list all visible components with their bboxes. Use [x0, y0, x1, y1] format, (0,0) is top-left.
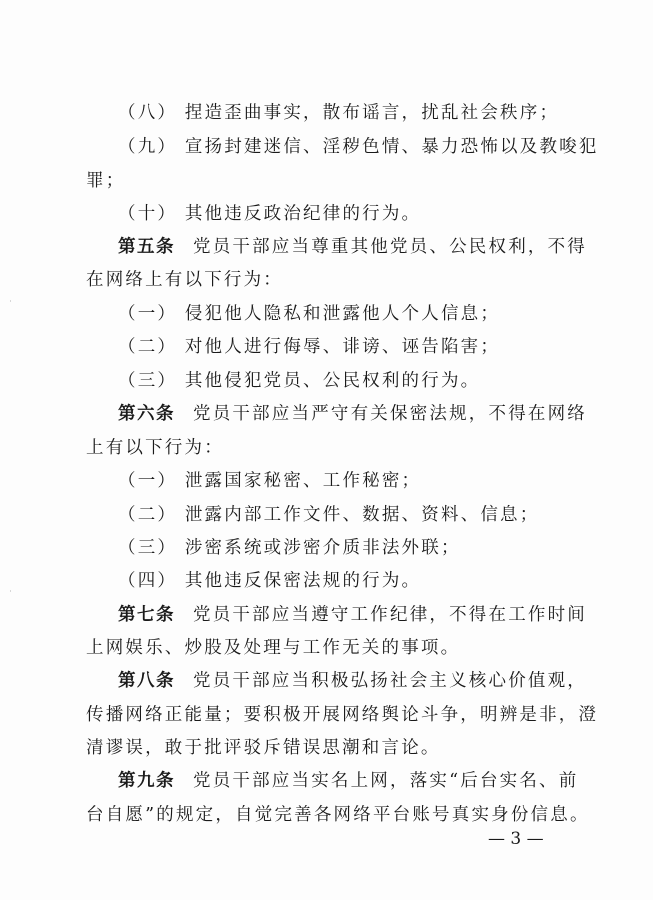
line-text: （八） 捏造歪曲事实，散布谣言，扰乱社会秩序； — [118, 103, 560, 123]
line-text: 在网络上有以下行为： — [86, 270, 283, 290]
line-text: 传播网络正能量；要积极开展网络舆论斗争，明辨是非，澄 — [86, 705, 599, 725]
text-line — [118, 303, 500, 325]
line-text: （三） 其他侵犯党员、公民权利的行为。 — [118, 371, 481, 391]
line-text: （九） 宣扬封建迷信、淫秽色情、暴力恐怖以及教唆犯 — [118, 137, 599, 157]
line-text: 罪； — [86, 171, 126, 191]
article-heading: 第八条 — [118, 671, 175, 691]
text-line — [118, 570, 421, 592]
line-text: 党员干部应当尊重其他党员、公民权利，不得 — [193, 237, 587, 257]
line-text: （二） 对他人进行侮辱、诽谤、诬告陷害； — [118, 337, 501, 357]
line-text: 党员干部应当严守有关保密法规，不得在网络 — [193, 404, 587, 424]
article-heading: 第五条 — [118, 237, 175, 257]
text-line — [118, 336, 500, 358]
article-heading: 第七条 — [118, 605, 175, 625]
text-line — [118, 770, 578, 792]
text-line — [118, 370, 480, 392]
line-text: 党员干部应当积极弘扬社会主义核心价值观， — [193, 671, 587, 691]
text-line — [86, 704, 598, 726]
line-text: 上网娱乐、炒股及处理与工作无关的事项。 — [86, 638, 461, 658]
line-text: （一） 侵犯他人隐私和泄露他人个人信息； — [118, 304, 501, 324]
text-line — [86, 170, 125, 192]
text-line — [86, 804, 590, 826]
line-text: 党员干部应当实名上网，落实“后台实名、前 — [193, 771, 579, 791]
text-line — [118, 470, 421, 492]
text-line — [86, 737, 441, 759]
text-line — [118, 537, 461, 559]
text-line — [118, 203, 421, 225]
scan-mark — [10, 300, 11, 302]
text-line — [86, 269, 283, 291]
line-text: （三） 涉密系统或涉密介质非法外联； — [118, 538, 461, 558]
text-line — [118, 236, 587, 258]
text-line — [86, 637, 460, 659]
text-line — [118, 403, 587, 425]
text-line — [118, 102, 559, 124]
text-line — [118, 504, 539, 526]
article-heading: 第九条 — [118, 771, 175, 791]
line-text: 清谬误，敢于批评驳斥错误思潮和言论。 — [86, 738, 441, 758]
line-text: （四） 其他违反保密法规的行为。 — [118, 571, 422, 591]
text-line — [118, 670, 587, 692]
scan-mark — [10, 590, 11, 592]
text-line — [118, 604, 587, 626]
line-text: （一） 泄露国家秘密、工作秘密； — [118, 471, 422, 491]
text-line — [118, 136, 599, 158]
line-text: 台自愿”的规定，自觉完善各网络平台账号真实身份信息。 — [86, 805, 590, 825]
text-line — [86, 437, 224, 459]
line-text: （二） 泄露内部工作文件、数据、资料、信息； — [118, 505, 540, 525]
line-text: （十） 其他违反政治纪律的行为。 — [118, 204, 422, 224]
line-text: 党员干部应当遵守工作纪律，不得在工作时间 — [193, 605, 587, 625]
line-text: 上有以下行为： — [86, 438, 224, 458]
article-heading: 第六条 — [118, 404, 175, 424]
page-number: — 3 — — [488, 829, 544, 849]
